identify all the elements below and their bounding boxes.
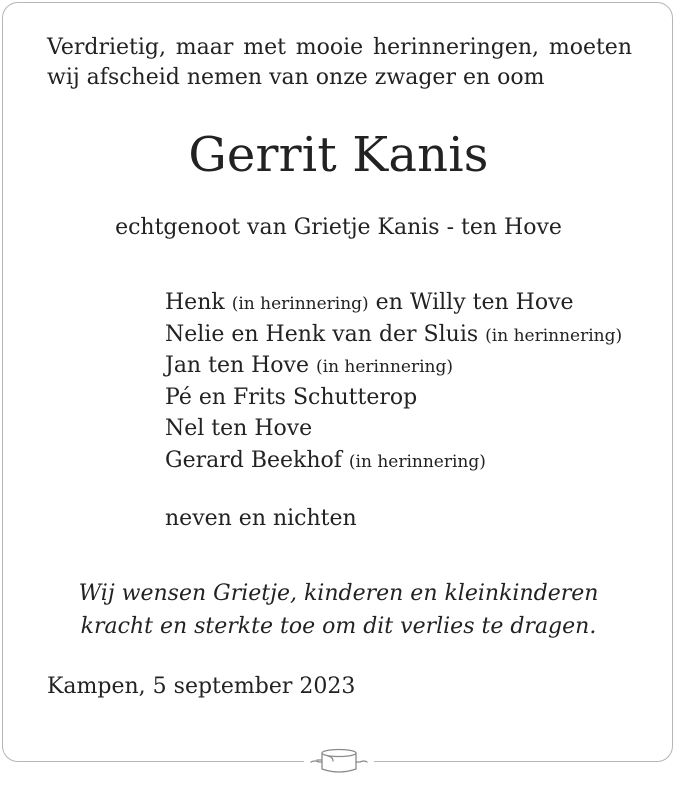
family-name: Gerard Beekhof	[165, 447, 349, 473]
family-row	[165, 446, 622, 478]
family-name: Jan ten Hove	[165, 353, 316, 378]
deceased-name: Gerrit Kanis	[188, 127, 489, 183]
family-name: Nel ten Hove	[165, 416, 313, 441]
family-row	[165, 414, 622, 446]
wish-line-2: kracht en sterkte toe om dit verlies te dragen.	[80, 614, 597, 639]
family-row	[165, 288, 622, 320]
nephews-nieces: neven en nichten	[165, 506, 357, 531]
wish-line-1: Wij wensen Grietje, kinderen en kleinkinderen	[78, 581, 599, 606]
family-row	[165, 320, 622, 352]
family-list	[165, 288, 622, 477]
spouse-line: echtgenoot van Grietje Kanis - ten Hove	[115, 215, 562, 240]
place-date: Kampen, 5 september 2023	[47, 674, 356, 699]
memory-note: (in herinnering)	[348, 451, 486, 472]
intro-text	[47, 33, 632, 93]
memory-note: (in herinnering)	[485, 325, 623, 346]
family-name: Henk	[165, 290, 232, 315]
intro-line-2: wij afscheid nemen van onze zwager en oom	[47, 65, 545, 90]
family-name: Pé en Frits Schutterop	[165, 384, 418, 410]
family-row	[165, 351, 622, 383]
intro-line-1: Verdrietig, maar met mooie herinneringen, moeten	[47, 35, 632, 60]
cake-icon	[309, 744, 369, 780]
family-name-suffix: en Willy ten Hove	[368, 290, 574, 315]
family-row	[165, 383, 622, 415]
memory-note: (in herinnering)	[316, 357, 453, 377]
wish-text	[0, 577, 677, 643]
memory-note: (in herinnering)	[231, 294, 369, 314]
family-name: Nelie en Henk van der Sluis	[165, 321, 486, 347]
